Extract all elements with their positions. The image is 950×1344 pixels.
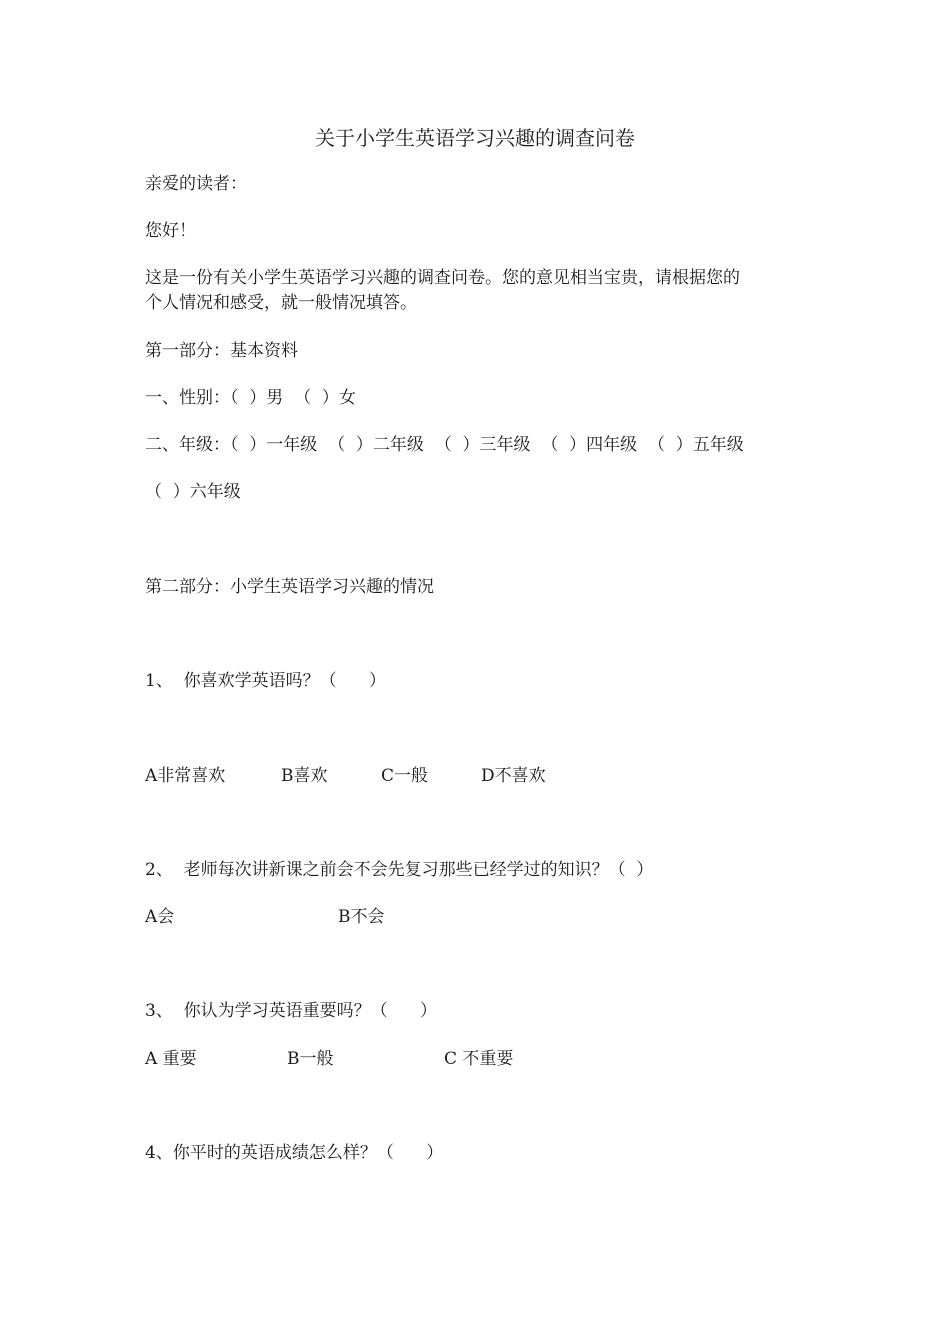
part1-heading: 第一部分：基本资料 xyxy=(145,341,298,361)
intro-line-2: 个人情况和感受，就一般情况填答。 xyxy=(145,293,417,313)
question-1-option-a: A非常喜欢 xyxy=(145,766,226,786)
greeting: 亲爱的读者： xyxy=(145,174,247,194)
part2-heading: 第二部分：小学生英语学习兴趣的情况 xyxy=(145,577,434,597)
page-title: 关于小学生英语学习兴趣的调查问卷 xyxy=(315,126,635,150)
question-1-option-c: C一般 xyxy=(381,766,429,786)
question-2-option-a: A会 xyxy=(145,907,175,927)
question-3-option-a: A 重要 xyxy=(145,1049,197,1069)
question-1: 1、 你喜欢学英语吗？（ ） xyxy=(145,671,387,691)
question-3-option-b: B一般 xyxy=(287,1049,334,1069)
hello-text: 您好！ xyxy=(145,221,196,241)
grade-question-line-2: （ ）六年级 xyxy=(145,482,241,502)
question-2: 2、 老师每次讲新课之前会不会先复习那些已经学过的知识？（ ） xyxy=(145,860,654,880)
grade-question-line-1: 二、年级：（ ）一年级 （ ）二年级 （ ）三年级 （ ）四年级 （ ）五年级 xyxy=(145,435,744,455)
question-1-option-b: B喜欢 xyxy=(281,766,328,786)
question-1-option-d: D不喜欢 xyxy=(481,766,546,786)
intro-line-1: 这是一份有关小学生英语学习兴趣的调查问卷。您的意见相当宝贵，请根据您的 xyxy=(145,268,740,288)
question-4: 4、你平时的英语成绩怎么样？（ ） xyxy=(145,1143,444,1163)
gender-question: 一、性别：（ ）男 （ ）女 xyxy=(145,388,356,408)
question-3-option-c: C 不重要 xyxy=(444,1049,514,1069)
question-2-option-b: B不会 xyxy=(338,907,385,927)
question-3: 3、 你认为学习英语重要吗？（ ） xyxy=(145,1001,438,1021)
